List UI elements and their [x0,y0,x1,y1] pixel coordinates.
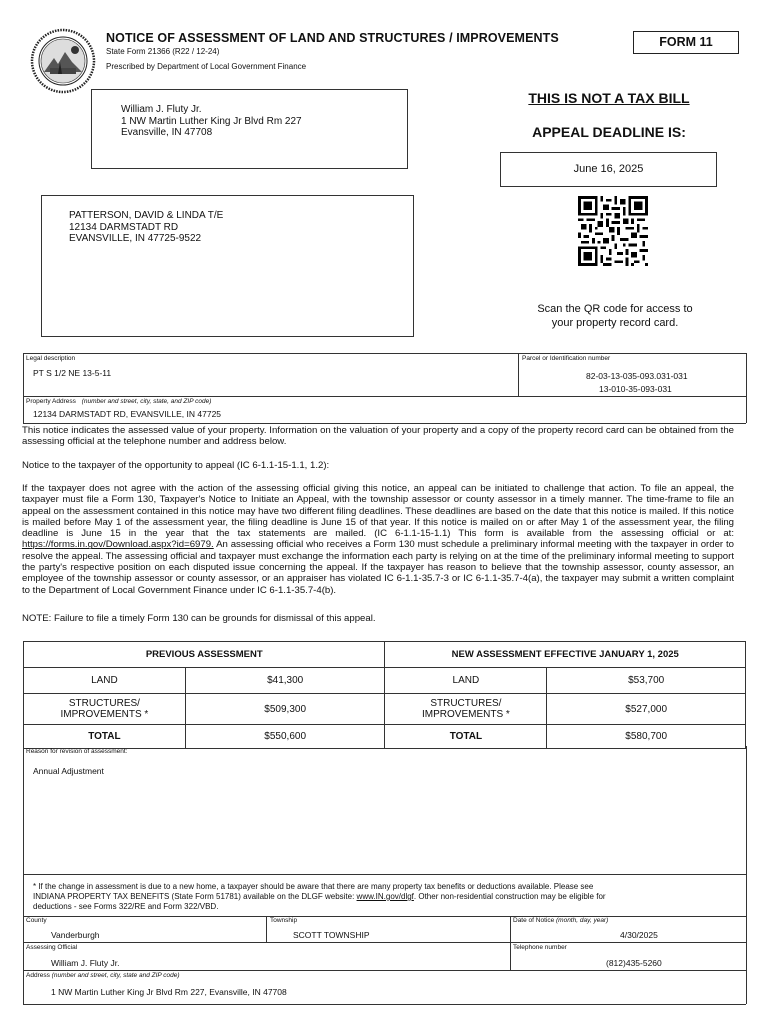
indiana-state-seal [30,28,96,94]
form-number-box: FORM 11 [633,31,739,54]
property-address-label: Property Address [26,398,76,405]
recipient-address-box [41,195,414,337]
prev-structures-value: $509,300 [185,694,385,725]
recipient-city: EVANSVILLE, IN 47725-9522 [69,233,202,244]
recipient-street: 12134 DARMSTADT RD [69,221,179,233]
prev-total-value: $550,600 [185,725,385,749]
qr-caption-line2: your property record card. [551,316,679,329]
new-assessment-header: NEW ASSESSMENT EFFECTIVE JANUARY 1, 2025 [385,642,746,668]
appeal-instructions-text-cont: An assessing official who receives a Form 130 must schedule a preliminary informal meeting with the taxpayer in order to resolve the appeal. The assessing official and taxpayer must exchange the information each party is relying on at the time of the preliminary informal meeting to support the party's respective position on each disputed issue concerning the appeal. If the taxpayer has reason to believe that the township assessor, county assessor, an employee of the township assessor or county assessor, or an appraiser has violated IC 6-1.1-35.7-3 or IC 6-1.1-35.7-4(a), the taxpayer may submit a written complaint to the Department of Local Government Finance under IC 6-1.1-35.7-4(b). [22,539,734,596]
sender-name: William J. Fluty Jr. [121,104,202,115]
date-of-notice-value: 4/30/2025 [620,930,658,940]
assessing-official-label: Assessing Official [26,944,78,951]
qr-code-icon[interactable] [578,196,648,266]
official-address-value: 1 NW Martin Luther King Jr Blvd Rm 227, Evansville, IN 47708 [51,987,287,997]
township-value: SCOTT TOWNSHIP [293,930,370,940]
new-land-label [385,668,547,694]
new-total-label: TOTAL [385,725,547,749]
appeal-deadline-heading: APPEAL DEADLINE IS: [532,124,686,140]
legal-description-value: PT S 1/2 NE 13-5-11 [33,368,112,378]
appeal-instructions-text: If the taxpayer does not agree with the action of the assessing official giving this notice, an appeal can be initiated to challenge that action. To file an appeal, the taxpayer must file a Form 130, Taxpayer's Notice to Initiate an Appeal, with the township assessor or county assessor in a timely manner. The time-frame to file an appeal on the assessment contained in this notice may have two different filing deadlines. These deadlines are based on the date that this notice is mailed. If this notice is mailed before May 1 of the assessment year, the filing deadline is June 15 of that year. If this notice is mailed on or after May 1 of the assessment year, the filing deadline is June 15 in the year that the tax statements are mailed. (IC 6-1.1-15-1.1) This form is available from the assessing official or at: [22,483,734,540]
official-address-label: Address [26,972,50,979]
county-label: County [26,917,47,924]
recipient-name: PATTERSON, DAVID & LINDA T/E [69,210,224,221]
form-title: NOTICE OF ASSESSMENT OF LAND AND STRUCTURES / IMPROVEMENTS [106,31,559,45]
appeal-notice-heading: Notice to the taxpayer of the opportunity to appeal (IC 6-1.1-15-1.1, 1.2): [22,460,330,471]
revision-reason-value: Annual Adjustment [33,766,104,776]
intro-paragraph: This notice indicates the assessed value of your property. Information on the valuation of your property and a copy of the property record card can be obtained from the assessing official at the telephone number and address below. [22,425,734,448]
dismissal-note: NOTE: Failure to file a timely Form 130 can be grounds for dismissal of this appeal. [22,613,376,624]
property-address-hint: (number and street, city, state, and ZIP code) [81,398,212,405]
tax-benefit-footnote [33,882,733,912]
not-a-tax-bill-heading: THIS IS NOT A TAX BILL [528,90,690,106]
assessing-official-value: William J. Fluty Jr. [51,958,120,968]
new-land-value: $53,700 [547,668,746,694]
official-address-hint: (number and street, city, state and ZIP code) [51,972,180,979]
revision-reason-label: Reason for revision of assessment: [26,748,128,755]
parcel-number-label: Parcel or Identification number [522,355,611,362]
township-label: Township [270,917,298,924]
new-structures-line2: IMPROVEMENTS * [422,709,510,720]
prev-land-label [24,668,186,694]
prev-structures-label [24,694,186,725]
parcel-number-alt: 13-010-35-093-031 [599,384,672,394]
sender-street: 1 NW Martin Luther King Jr Blvd Rm 227 [121,115,302,127]
county-value: Vanderburgh [51,930,100,940]
prev-land-text: LAND [91,675,118,686]
new-structures-line1: STRUCTURES/ [430,698,502,709]
dlgf-website-link[interactable]: www.IN.gov/dlgf [356,892,414,901]
property-address-value: 12134 DARMSTADT RD, EVANSVILLE, IN 47725 [33,409,222,419]
previous-assessment-header: PREVIOUS ASSESSMENT [24,642,385,668]
date-of-notice-hint: (month, day, year) [556,917,609,924]
new-structures-label [385,694,547,725]
date-of-notice-label: Date of Notice [513,917,555,924]
sender-city: Evansville, IN 47708 [121,127,213,138]
appeal-deadline-date: June 16, 2025 [500,152,717,187]
appeal-instructions-paragraph [22,483,734,596]
official-address-label-row [26,972,180,979]
footnote-line2 [33,892,733,902]
prev-structures-line2: IMPROVEMENTS * [60,709,149,720]
new-total-value: $580,700 [547,725,746,749]
qr-caption [515,303,715,330]
telephone-value: (812)435-5260 [606,958,662,968]
footnote-line2-text: INDIANA PROPERTY TAX BENEFITS (State Form 51781) available on the DLGF website: [33,892,357,901]
telephone-label: Telephone number [513,944,567,951]
legal-description-label: Legal description [26,355,76,362]
prev-land-value: $41,300 [185,668,385,694]
footnote-line2-cont: . Other non-residential construction may be eligible for [413,892,606,901]
footnote-line1: * If the change in assessment is due to a new home, a taxpayer should be aware that there are many property tax benefits or deductions available. Please see [33,882,594,891]
prev-structures-line1: STRUCTURES/ [68,698,140,709]
prescribed-by: Prescribed by Department of Local Government Finance [106,62,307,71]
form-130-link[interactable]: https://forms.in.gov/Download.aspx?id=6979. [22,539,214,551]
assessment-table [23,641,746,749]
parcel-number-value: 82-03-13-035-093.031-031 [586,371,688,381]
date-of-notice-label-row [513,917,608,924]
footnote-line3: deductions - see Forms 322/RE and Form 322/VBD. [33,902,219,911]
property-address-label-row [26,398,211,405]
state-form-number: State Form 21366 (R22 / 12-24) [106,47,220,56]
new-land-text: LAND [452,675,480,686]
new-structures-value: $527,000 [547,694,746,725]
prev-total-label: TOTAL [24,725,186,749]
sender-address-box [91,89,408,169]
qr-caption-line1: Scan the QR code for access to [537,303,693,315]
